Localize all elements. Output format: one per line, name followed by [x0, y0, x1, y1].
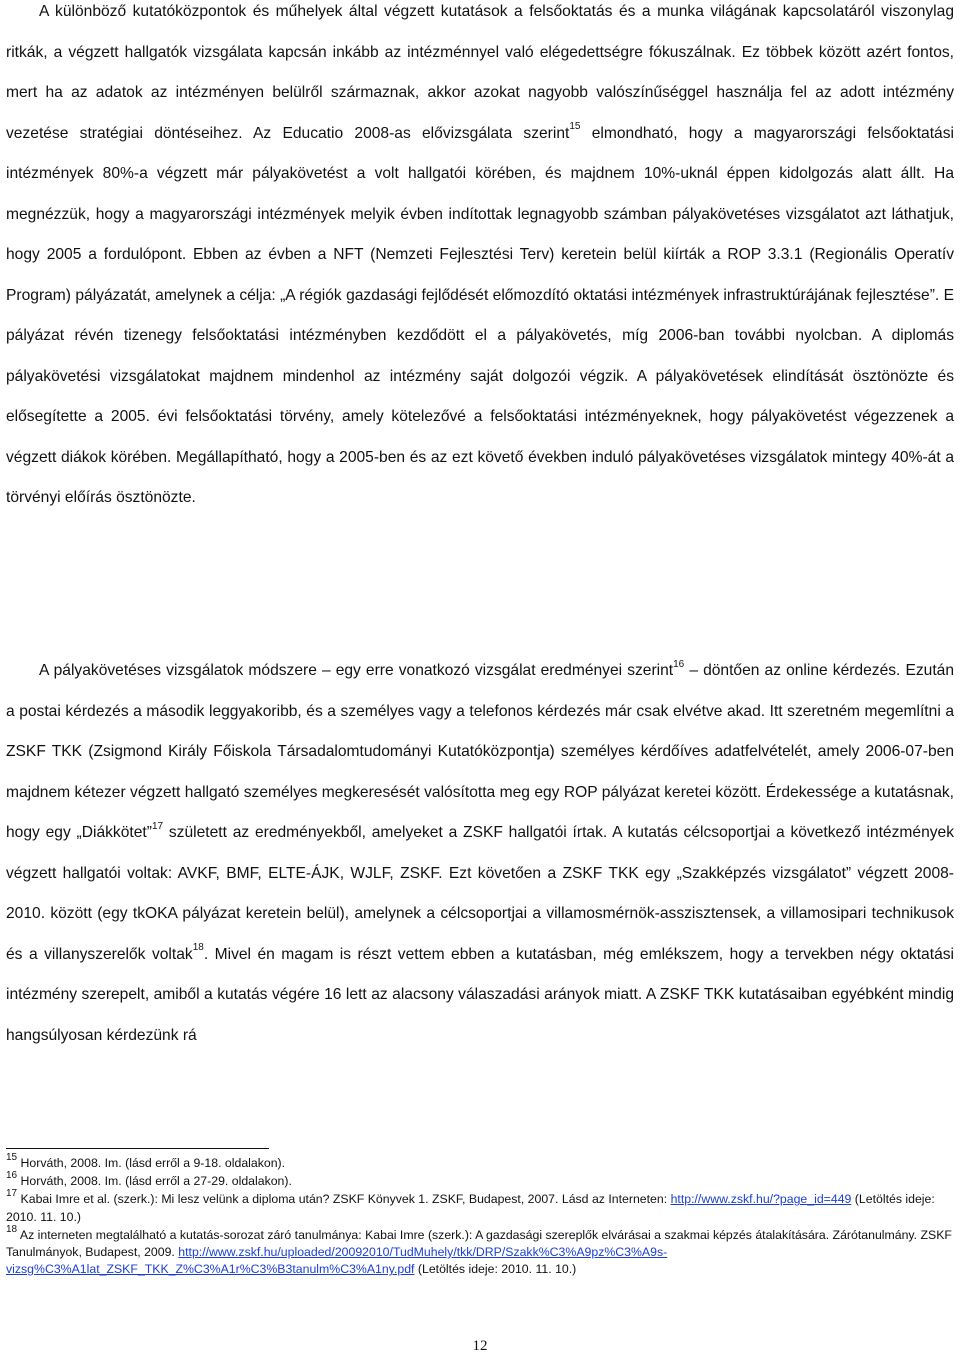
footnote-text: Kabai Imre et al. (szerk.): Mi lesz velünk a diploma után? ZSKF Könyvek 1. ZSKF, Budapest, 2007. Lásd az Interneten:	[20, 1192, 671, 1207]
footnote-ref-18[interactable]: 18	[192, 942, 204, 954]
footnote-text: Horváth, 2008. Im. (lásd erről a 27-29. oldalakon).	[20, 1174, 292, 1189]
footnote-number: 15	[6, 1151, 18, 1163]
footnote-separator	[6, 1148, 269, 1149]
footnote-ref-17[interactable]: 17	[151, 820, 164, 832]
paragraph-1-text-b: elmondható, hogy a magyarországi felsőoktatási intézmények 80%-a végzett már pályakövetést a volt hallgatói körében, és majdnem 10%-uknál éppen kidolgozás alatt állt. Ha megnézzük, hogy a magyarországi intézmények melyik évben indítottak legnagyobb számban pályakövetéses vizsgálatot azt láthatjuk, hogy 2005 a fordulópont. Ebben az évben a NFT (Nemzeti Fejlesztési Terv) keretein belül kiírták a ROP 3.3.1 (Regionális Operatív Program) pályázatát, amelynek a célja: „A régiók gazdasági fejlődését előmozdító oktatási intézmények infrastruktúrájának fejlesztése”. E pályázat révén tizenegy felsőoktatási intézményben kezdődött el a pályakövetés, míg 2006-ban további nyolcban. A diplomás pályakövetési vizsgálatokat majdnem mindenhol az intézmény saját dolgozói végzik. A pályakövetések elindítását ösztönözte és elősegítette a 2005. évi felsőoktatási törvény, amely kötelezővé a felsőoktatási intézményeknek, hogy pályakövetést végezzenek a végzett diákok körében. Megállapítható, hogy a 2005-ben és az ezt követő években induló pályakövetéses vizsgálatok mintegy 40%-át a törvényi előírás ösztönözte.	[6, 124, 954, 506]
footnotes	[6, 1151, 954, 1279]
footnote-17-link[interactable]: http://www.zskf.hu/?page_id=449	[670, 1192, 852, 1207]
footnote-ref-15[interactable]: 15	[569, 121, 581, 133]
footnote-15	[6, 1151, 954, 1172]
footnote-text-after: (Letöltés ideje: 2010. 11. 10.)	[6, 1192, 935, 1224]
footnote-number: 18	[6, 1223, 18, 1235]
footnote-ref-16[interactable]: 16	[673, 658, 685, 670]
paragraph-2	[6, 651, 954, 1056]
footnote-16	[6, 1170, 954, 1190]
footnote-17	[6, 1188, 954, 1225]
paragraph-2-text-a: A pályakövetéses vizsgálatok módszere – egy erre vonatkozó vizsgálat eredményei szerint	[39, 662, 674, 679]
paragraph-2-text-b: – döntően az online kérdezés. Ezután a postai kérdezés a második leggyakoribb, és a személyes vagy a telefonos kérdezés már csak elvétve akad. Itt szeretném megemlítni a ZSKF TKK (Zsigmond Király Főiskola Társadalomtudományi Kutatóközpontja) személyes kérdőíves adatfelvételét, amely 2006-07-ben majdnem kétezer végzett hallgató személyes megkeresését valósította meg egy ROP pályázat keretei között. Érdekessége a kutatásnak, hogy egy „Diákkötet”	[6, 662, 954, 841]
page-number: 12	[472, 1338, 488, 1354]
paragraph-2-text-c: született az eredményekből, amelyeket a ZSKF hallgatói írtak. A kutatás célcsoportjai a következő intézmények végzett hallgatói voltak: AVKF, BMF, ELTE-ÁJK, WJLF, ZSKF. Ezt követően a ZSKF TKK egy „Szakképzés vizsgálatot” végzett 2008-2010. között (egy tkOKA pályázat keretein belül), amelynek a célcsoportjai a villamosmérnök-asszisztensek, a villamosipari technikusok és a villanyszerelők voltak	[6, 824, 955, 963]
footnote-number: 17	[6, 1188, 18, 1200]
footnote-number: 16	[6, 1170, 18, 1182]
footnote-18	[6, 1223, 954, 1279]
footnote-18-link[interactable]: http://www.zskf.hu/uploaded/20092010/TudMuhely/tkk/DRP/Szakk%C3%A9pz%C3%A9s-vizsg%C3%A1lat_ZSKF_TKK_Z%C3%A1r%C3%B3tanulm%C3%A1ny.pdf	[6, 1245, 668, 1277]
footnote-text: Az interneten megtalálható a kutatás-sorozat záró tanulmánya: Kabai Imre (szerk.): A gazdasági szereplők elvárásai a szakmai képzés átalakítására. Zárótanulmány. ZSKF Tanulmányok, Budapest, 2009.	[6, 1227, 952, 1260]
paragraph-2-text-d: . Mivel én magam is részt vettem ebben a kutatásban, még emlékszem, hogy a tervekben négy oktatási intézmény szerepelt, amiből a kutatás végére 16 lett az alacsony válaszadási arányok miatt. A ZSKF TKK kutatásaiban egyébként mindig hangsúlyosan kérdezünk rá	[6, 945, 954, 1044]
footnote-text-after: (Letöltés ideje: 2010. 11. 10.)	[414, 1262, 577, 1277]
paragraph-1	[6, 0, 954, 519]
paragraph-1-text-a: A különböző kutatóközpontok és műhelyek által végzett kutatások a felsőoktatás és a munka világának kapcsolatáról viszonylag ritkák, a végzett hallgatók vizsgálata kapcsán inkább az intézménnyel való elégedettségre fókuszálnak. Ez többek között azért fontos, mert ha az adatok az intézményen belülről származnak, akkor azokat nagyobb valószínűséggel használja fel az adott intézmény vezetése stratégiai döntéseihez. Az Educatio 2008-as elővizsgálata szerint	[6, 3, 954, 142]
footnote-text: Horváth, 2008. Im. (lásd erről a 9-18. oldalakon).	[20, 1156, 286, 1170]
